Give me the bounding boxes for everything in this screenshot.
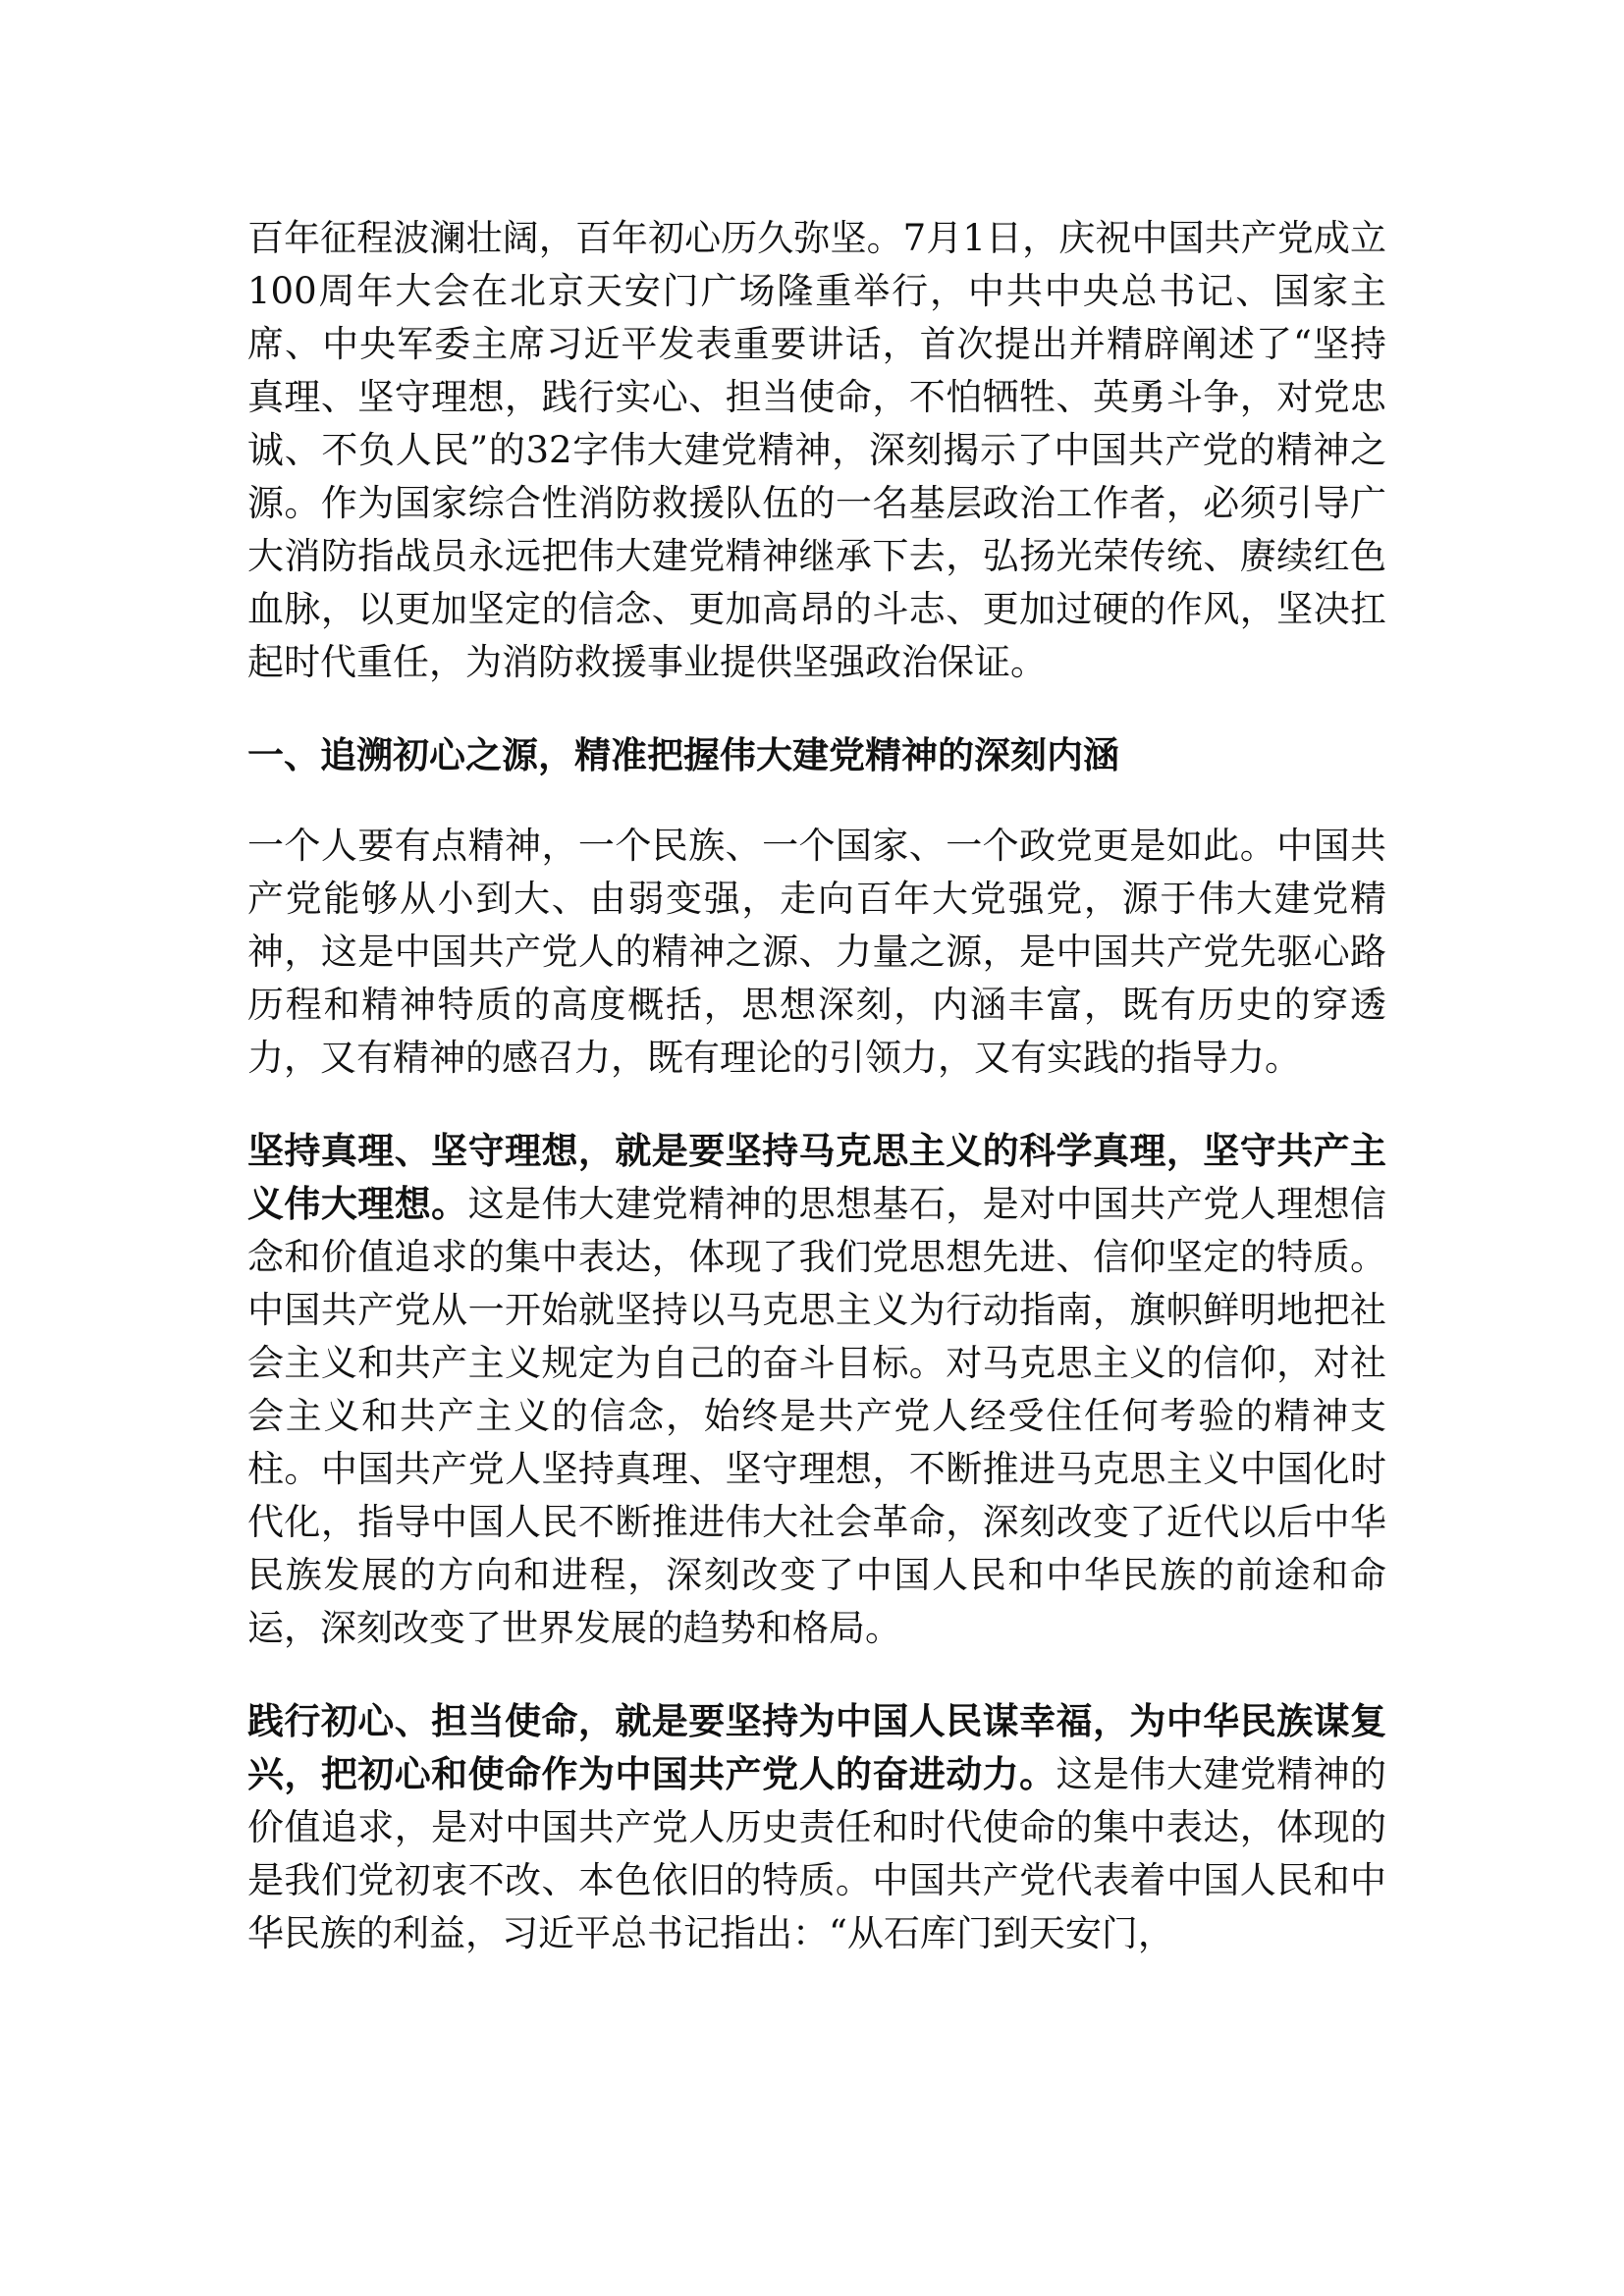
paragraph-body-text: 这是伟大建党精神的价值追求，是对中国共产党人历史责任和时代使命的集中表达，体现的是我们党初衷不改、本色依旧的特质。中国共产党代表着中国人民和中华民族的利益，习近平总书记指出：“从石库门到天安门， <box>247 1753 1387 1954</box>
body-paragraph-2 <box>247 1125 1386 1655</box>
body-paragraph-3 <box>247 1695 1386 1960</box>
intro-paragraph: 百年征程波澜壮阔，百年初心历久弥坚。7月1日，庆祝中国共产党成立100周年大会在北京天安门广场隆重举行，中共中央总书记、国家主席、中央军委主席习近平发表重要讲话，首次提出并精辟阐述了“坚持真理、坚守理想，践行实心、担当使命，不怕牺牲、英勇斗争，对党忠诚、不负人民”的32字伟大建党精神，深刻揭示了中国共产党的精神之源。作为国家综合性消防救援队伍的一名基层政治工作者，必须引导广大消防指战员永远把伟大建党精神继承下去，弘扬光荣传统、赓续红色血脉，以更加坚定的信念、更加高昂的斗志、更加过硬的作风，坚决扛起时代重任，为消防救援事业提供坚强政治保证。 <box>247 217 1386 683</box>
paragraph-lead-sentence: 践行初心、担当使命，就是要坚持为中国人民谋幸福，为中华民族谋复兴，把初心和使命作为中国共产党人的奋进动力。 <box>247 1700 1386 1795</box>
paragraph-body-text: 这是伟大建党精神的思想基石，是对中国共产党人理想信念和价值追求的集中表达，体现了我们党思想先进、信仰坚定的特质。中国共产党从一开始就坚持以马克思主义为行动指南，旗帜鲜明地把社会主义和共产主义规定为自己的奋斗目标。对马克思主义的信仰，对社会主义和共产主义的信念，始终是共产党人经受住任何考验的精神支柱。中国共产党人坚持真理、坚守理想，不断推进马克思主义中国化时代化，指导中国人民不断推进伟大社会革命，深刻改变了近代以后中华民族发展的方向和进程，深刻改变了中国人民和中华民族的前途和命运，深刻改变了世界发展的趋势和格局。 <box>247 1183 1387 1649</box>
section-heading: 一、追溯初心之源，精准把握伟大建党精神的深刻内涵 <box>247 734 1119 776</box>
paragraph-lead-sentence: 坚持真理、坚守理想，就是要坚持马克思主义的科学真理，坚守共产主义伟大理想。 <box>247 1130 1386 1225</box>
body-paragraph-1: 一个人要有点精神，一个民族、一个国家、一个政党更是如此。中国共产党能够从小到大、由弱变强，走向百年大党强党，源于伟大建党精神，这是中国共产党人的精神之源、力量之源，是中国共产党先驱心路历程和精神特质的高度概括，思想深刻，内涵丰富，既有历史的穿透力，又有精神的感召力，既有理论的引领力，又有实践的指导力。 <box>247 825 1386 1079</box>
document-page <box>247 212 1386 2001</box>
